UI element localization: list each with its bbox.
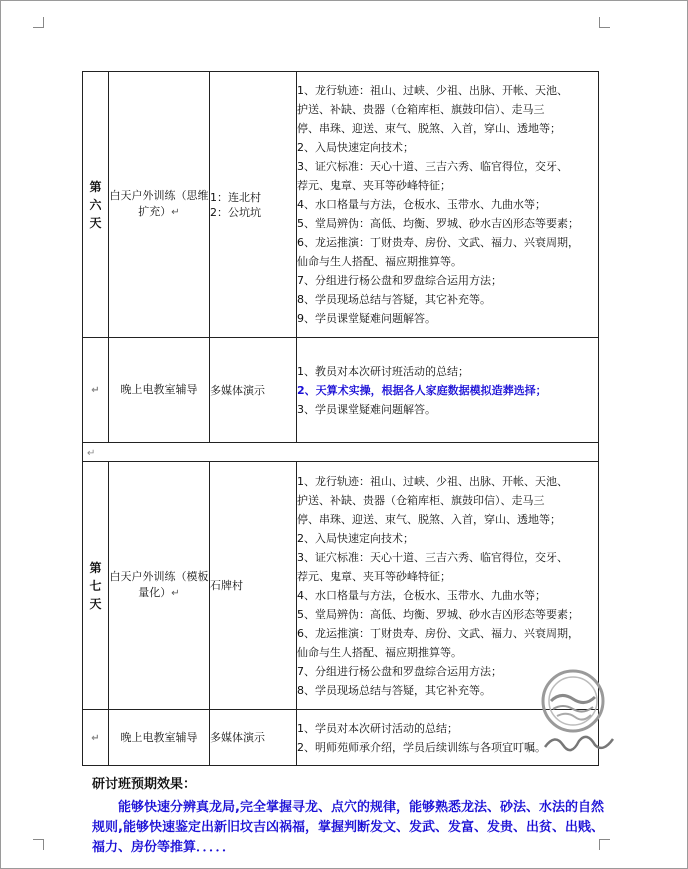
table-row-evening1 — [83, 338, 599, 443]
schedule-item-line: 4、水口格量与方法，仓板水、玉带水、九曲水等； — [297, 588, 546, 602]
activity-cell: 晚上电教室辅导 — [109, 710, 210, 766]
schedule-item-line: 5、堂局辨伪：高低、均衡、罗城、砂水吉凶形态等要素； — [297, 607, 579, 621]
schedule-item-line: 9、学员课堂疑难问题解答。 — [297, 312, 436, 325]
day-label-char: 七 — [89, 578, 102, 593]
schedule-item-line: 停、串珠、迎送、束气、脱煞、入首，穿山、透地等； — [297, 512, 561, 526]
activity-cell: 晚上电教室辅导 — [109, 338, 210, 443]
seal-stamp-logo — [533, 661, 623, 761]
items-cell — [297, 338, 599, 443]
schedule-item-line: 2、入局快速定向技术； — [297, 531, 414, 545]
corner-crop-mark — [33, 839, 44, 850]
schedule-item-line: 7、分组进行杨公盘和罗盘综合运用方法； — [297, 664, 502, 678]
day-label-char: 天 — [89, 596, 102, 611]
location-cell: 多媒体演示 — [210, 338, 297, 443]
schedule-item-line: 3、证穴标准：天心十道、三吉六秀、临官得位，交牙、 — [297, 550, 568, 564]
schedule-item-line: 1、教员对本次研讨班活动的总结； — [297, 364, 469, 378]
schedule-item-line: 1、龙行轨迹：祖山、过峡、少祖、出脉、开帐、天池、 — [297, 84, 568, 97]
day-label — [83, 462, 109, 710]
location-line: 1：连北村 — [210, 190, 261, 204]
activity-cell: 白天户外训练（思维扩充）↵ — [109, 72, 210, 338]
table-row-day7 — [83, 462, 599, 710]
effect-title: 研讨班预期效果： — [92, 777, 197, 792]
schedule-item-line: 8、学员现场总结与答疑，其它补充等。 — [297, 683, 491, 697]
schedule-item-line: 7、分组进行杨公盘和罗盘综合运用方法； — [297, 274, 502, 287]
spacer-cell: ↵ — [83, 443, 599, 462]
schedule-item-line: 6、龙运推演：丁财贵寿、房份、文武、福力、兴衰周期， — [297, 626, 579, 640]
schedule-item-line: 荐元、鬼章、夹耳等砂峰特征； — [297, 179, 451, 192]
items-cell — [297, 72, 599, 338]
schedule-item-line: 8、学员现场总结与答疑，其它补充等。 — [297, 293, 491, 306]
schedule-item-line: 2、明师苑师承介绍，学员后续训练与各项宜叮嘱。 — [297, 740, 546, 754]
schedule-table — [82, 71, 599, 766]
empty-day-cell: ↵ — [83, 710, 109, 766]
location-cell: 多媒体演示 — [210, 710, 297, 766]
schedule-item-line: 3、学员课堂疑难问题解答。 — [297, 402, 436, 416]
schedule-item-line: 2、入局快速定向技术； — [297, 141, 414, 154]
table-row-day6 — [83, 72, 599, 338]
day-label — [83, 72, 109, 338]
schedule-item-line: 3、证穴标准：天心十道、三吉六秀、临官得位，交牙、 — [297, 160, 568, 173]
day-label-char: 第 — [89, 179, 102, 194]
schedule-item-line: 1、龙行轨迹：祖山、过峡、少祖、出脉、开帐、天池、 — [297, 474, 568, 488]
location-line: 2：公坑坑 — [210, 205, 261, 219]
schedule-item-line: 5、堂局辨伪：高低、均衡、罗城、砂水吉凶形态等要素； — [297, 217, 579, 230]
corner-crop-mark — [33, 17, 44, 28]
day-label-char: 第 — [89, 560, 102, 575]
day-label-char: 天 — [89, 215, 102, 230]
activity-cell: 白天户外训练（模板量化）↵ — [109, 462, 210, 710]
schedule-item-line: 仙命与生人搭配、福应期推算等。 — [297, 255, 462, 268]
schedule-item-line: 停、串珠、迎送、束气、脱煞、入首，穿山、透地等； — [297, 122, 561, 135]
schedule-item-line: 4、水口格量与方法，仓板水、玉带水、九曲水等； — [297, 198, 546, 211]
seal-stamp-graphic — [533, 661, 623, 761]
schedule-item-line: 1、学员对本次研讨活动的总结； — [297, 721, 458, 735]
schedule-item-line: 护送、补缺、贵器（仓箱库柜、旗鼓印信）、走马三 — [297, 493, 545, 507]
schedule-item-line: 2、天算术实操，根据各人家庭数据模拟造葬选择； — [297, 383, 547, 397]
schedule-item-line: 护送、补缺、贵器（仓箱库柜、旗鼓印信）、走马三 — [297, 103, 545, 116]
schedule-item-line: 荐元、鬼章、夹耳等砂峰特征； — [297, 569, 451, 583]
corner-crop-mark — [599, 17, 610, 28]
empty-day-cell: ↵ — [83, 338, 109, 443]
location-cell: 石牌村 — [210, 462, 297, 710]
day-label-char: 六 — [89, 197, 102, 212]
location-cell — [210, 72, 297, 338]
table-row-spacer — [83, 443, 599, 462]
effect-body: 能够快速分辨真龙局,完全掌握寻龙、点穴的规律，能够熟悉龙法、砂法、水法的自然规则,能够快速鉴定出新旧坟吉凶祸福，掌握判断发文、发武、发富、发贵、出贫、出贱、福力、房份等推算．．．．． — [92, 800, 604, 855]
schedule-item-line: 6、龙运推演：丁财贵寿、房份、文武、福力、兴衰周期， — [297, 236, 579, 249]
schedule-item-line: 仙命与生人搭配、福应期推算等。 — [297, 645, 462, 659]
table-row-evening2 — [83, 710, 599, 766]
